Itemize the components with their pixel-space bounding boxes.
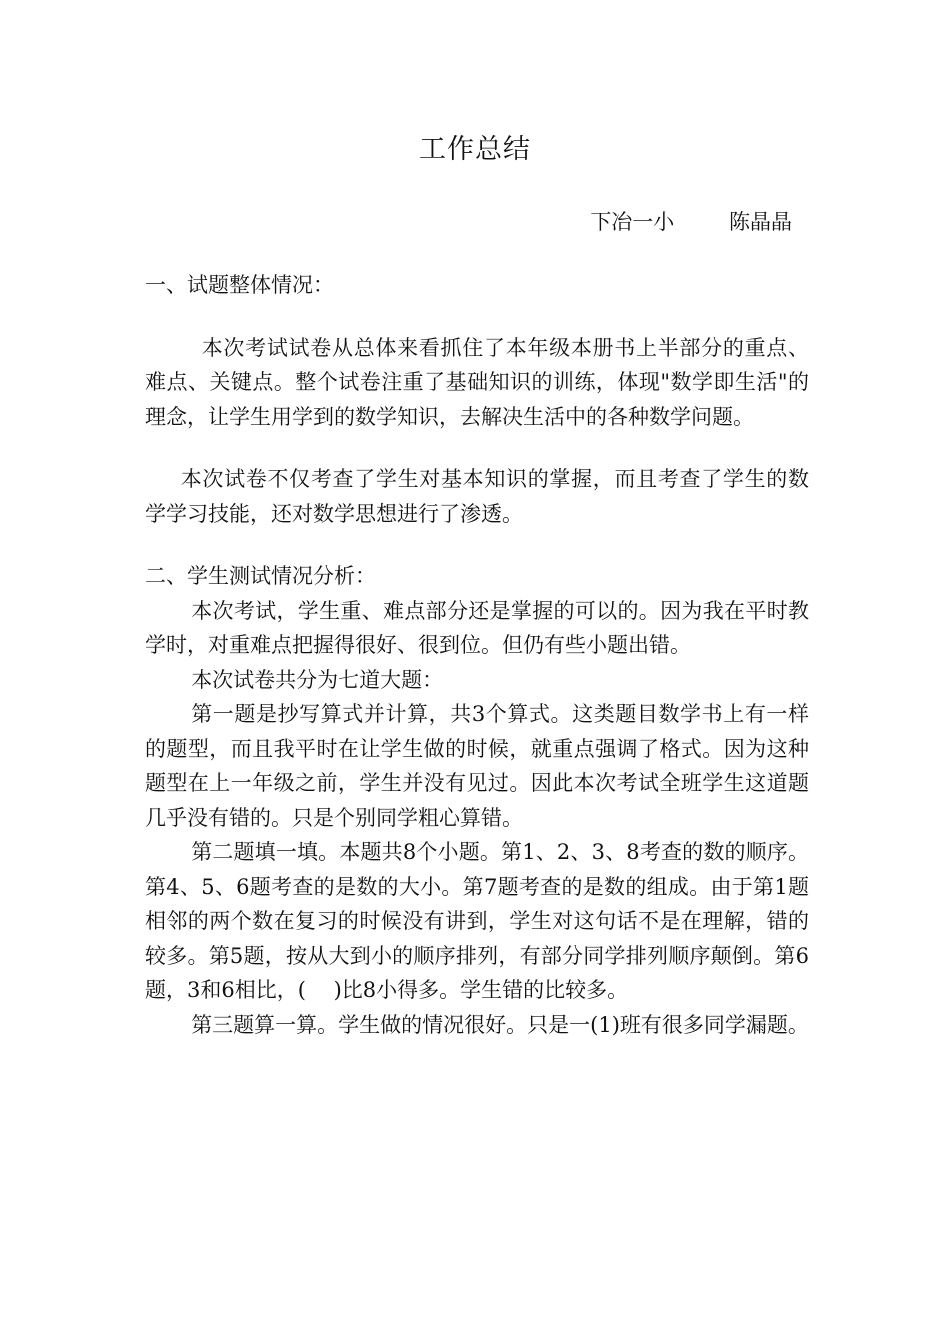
- section-one-paragraph-2: 本次试卷不仅考查了学生对基本知识的掌握，而且考查了学生的数学学习技能，还对数学思想进行了渗透。: [145, 467, 809, 526]
- section-two-heading: 二、学生测试情况分析：: [145, 564, 376, 588]
- section-two-paragraph-5: 第三题算一算。学生做的情况很好。只是一(1)班有很多同学漏题。: [191, 1012, 809, 1037]
- section-two-paragraph-1: 本次考试，学生重、难点部分还是掌握的可以的。因为我在平时教学时，对重难点把握得很好、很到位。但仍有些小题出错。: [145, 598, 809, 657]
- section-one-paragraph-1: 本次考试试卷从总体来看抓住了本年级本册书上半部分的重点、难点、关键点。整个试卷注重了基础知识的训练，体现"数学即生活"的理念，让学生用学到的数学知识，去解决生活中的各种数学问题。: [145, 335, 809, 429]
- spacer: [145, 531, 809, 559]
- spacer: [145, 434, 809, 462]
- spacer: [145, 303, 809, 331]
- document-title: 工作总结: [419, 134, 531, 165]
- section-two-paragraph-4: 第二题填一填。本题共8个小题。第1、2、3、8考查的数的顺序。第4、5、6题考查的是数的大小。第7题考查的是数的组成。由于第1题相邻的两个数在复习的时候没有讲到，学生对这句话不是在理解，错的较多。第5题，按从大到小的顺序排列，有部分同学排列顺序颠倒。第6题，3和6相比，( )比8小得多。学生错的比较多。: [145, 840, 809, 1002]
- section-two-paragraph-3: 第一题是抄写算式并计算，共3个算式。这类题目数学书上有一样的题型，而且我平时在让学生做的时候，就重点强调了格式。因为这种题型在上一年级之前，学生并没有见过。因此本次考试全班学生这道题几乎没有错的。只是个别同学粗心算错。: [145, 702, 809, 830]
- section-two-paragraph-2: 本次试卷共分为七道大题：: [191, 667, 444, 692]
- document-body: [145, 268, 809, 1042]
- author-name: 陈晶晶: [729, 210, 792, 234]
- section-one-heading: 一、试题整体情况：: [145, 273, 334, 297]
- author-school: 下冶一小: [590, 210, 675, 234]
- author-line: [590, 206, 792, 238]
